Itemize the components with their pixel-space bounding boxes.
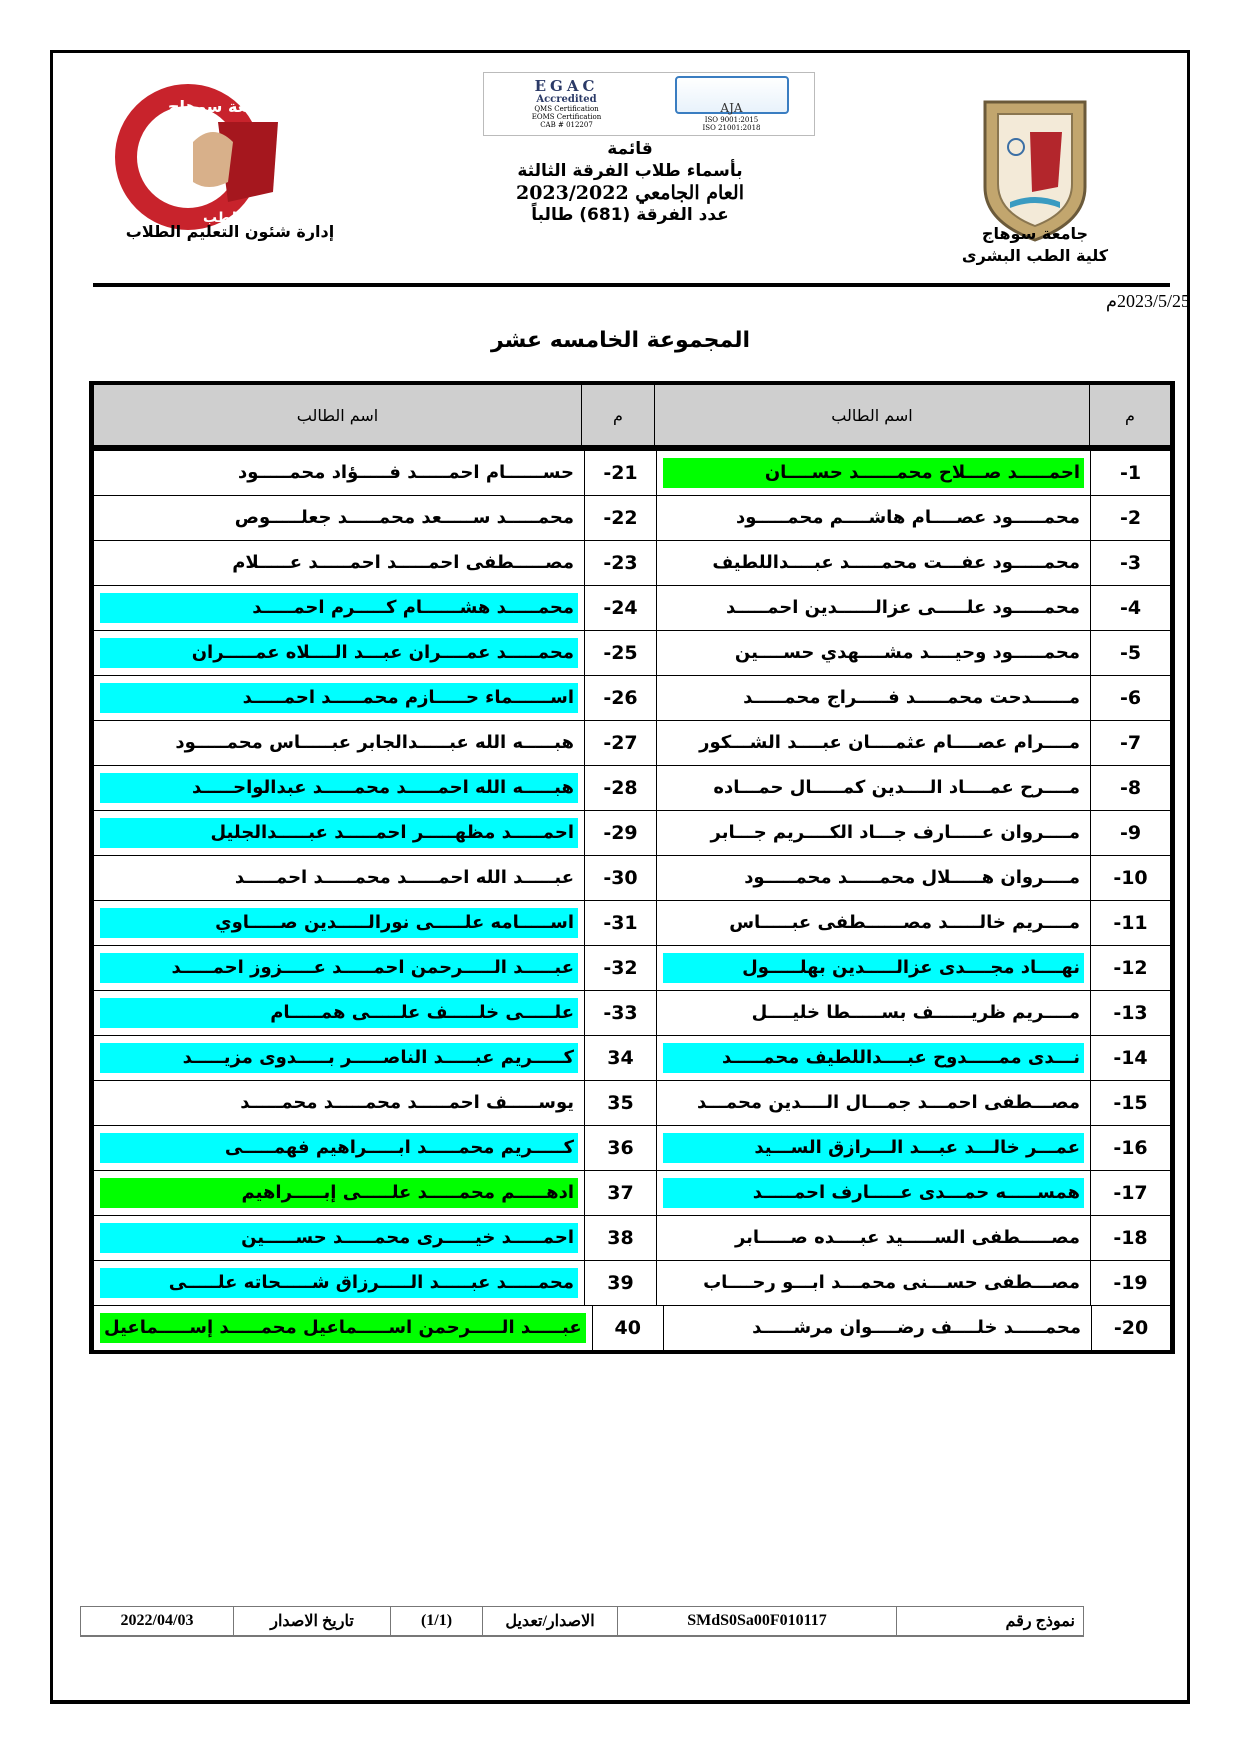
header-name-left: اسم الطالب — [296, 405, 379, 425]
student-name-text: مصـــــطفى الســـــيد عبــــده صـــــابر — [734, 1227, 1080, 1248]
student-name — [94, 946, 584, 990]
student-name-text: محمـــــد عمــــران عبـــد الــــلاه عمـــــران — [100, 638, 578, 668]
row-number — [584, 541, 656, 585]
title-line: بأسماء طلاب الفرقة الثالثة — [517, 161, 743, 181]
student-name — [94, 1126, 584, 1170]
student-name — [656, 1081, 1090, 1125]
row-number-text: -12 — [1113, 957, 1148, 979]
table-row — [94, 900, 1170, 945]
form-number-label: نموذج رقم — [896, 1607, 1083, 1635]
row-number-text: -33 — [603, 1002, 638, 1024]
student-name-text: احمـــــد صـــلاح محمــــــد حســــان — [663, 458, 1084, 488]
university-name-block — [945, 223, 1125, 267]
row-number — [584, 766, 656, 810]
student-name-text: محمـــــد خلــــف رضــــوان مرشـــــد — [752, 1317, 1082, 1338]
row-number-text: -32 — [603, 957, 638, 979]
table-row — [94, 495, 1170, 540]
row-number-text: -22 — [603, 507, 638, 529]
student-name — [94, 856, 584, 900]
student-name — [656, 901, 1090, 945]
issue-date-label: تاريخ الاصدار — [233, 1607, 390, 1635]
table-header — [94, 385, 1170, 451]
logo-text-bottom: كلية الطب — [203, 210, 275, 226]
egac-accredited: Accredited — [536, 94, 597, 105]
row-number-text: -27 — [603, 732, 638, 754]
student-name — [94, 1306, 592, 1350]
table-body — [94, 451, 1170, 1350]
row-number — [1090, 1216, 1170, 1260]
row-number-text: -9 — [1119, 822, 1142, 844]
student-name — [656, 946, 1090, 990]
table-row — [94, 1035, 1170, 1080]
student-name-text: نهــــاد مجــــدى عزالـــــدين بهلـــــول — [663, 953, 1084, 983]
student-name-text: كـــــريم عبـــــد الناصـــــر بـــــدوى مزيـــــد — [100, 1043, 578, 1073]
student-name — [94, 631, 584, 675]
row-number — [584, 1081, 656, 1125]
student-name-text: محمـــــد هشــــــام كـــــرم احمـــــد — [100, 593, 578, 623]
student-name-text: هبـــــه الله احمـــــد محمـــــد عبدالواحـــــد — [100, 773, 578, 803]
student-name-text: احمـــــد خيـــــرى محمـــــد حســـــين — [100, 1223, 578, 1253]
table-row — [94, 855, 1170, 900]
student-name-text: مــــروان عـــــارف جـــاد الكــــريم جـــابر — [710, 822, 1080, 843]
form-number: SMdS0Sa00F010117 — [617, 1607, 896, 1635]
row-number — [1090, 451, 1170, 495]
table-row — [94, 585, 1170, 630]
department-name: إدارة شئون التعليم الطلاب — [125, 222, 335, 241]
aja-line: ISO 21001:2018 — [702, 124, 761, 132]
student-name-text: مــــريم ظريــــــف بســـــطا خليــــل — [751, 1002, 1080, 1023]
row-number — [1091, 1306, 1170, 1350]
row-number — [584, 856, 656, 900]
row-number-text: 36 — [607, 1137, 634, 1159]
row-number-text: -17 — [1113, 1182, 1148, 1204]
table-row — [94, 945, 1170, 990]
table-row — [94, 1080, 1170, 1125]
student-name-text: علـــــى خلـــــف علـــــى همـــــام — [100, 998, 578, 1028]
class-count: عدد الفرقة (681) طالباً — [531, 205, 729, 225]
student-name — [94, 1036, 584, 1080]
row-number — [584, 991, 656, 1035]
row-number-text: -25 — [603, 642, 638, 664]
egac-badge — [484, 73, 649, 135]
logo-face-shape — [193, 132, 233, 187]
university-crest — [970, 92, 1100, 242]
student-name — [94, 766, 584, 810]
student-name — [663, 1306, 1091, 1350]
row-number-text: -3 — [1119, 552, 1142, 574]
row-number — [584, 451, 656, 495]
faculty-name: كلية الطب البشرى — [961, 246, 1109, 265]
header-number-right: م — [1089, 385, 1170, 445]
title-line: قائمة — [607, 139, 653, 159]
student-name — [94, 496, 584, 540]
student-name-text: محمـــــود وحيــــد مشــــهدي حســــين — [734, 642, 1080, 663]
table-row — [94, 451, 1170, 495]
crest-crown-shape — [1030, 132, 1062, 192]
student-name — [656, 721, 1090, 765]
student-name-text: مــــريم خالـــــد مصــــــطفى عبـــــاس — [729, 912, 1080, 933]
row-number — [584, 1126, 656, 1170]
student-name — [656, 811, 1090, 855]
table-row — [94, 1260, 1170, 1305]
row-number — [1090, 856, 1170, 900]
row-number-text: -13 — [1113, 1002, 1148, 1024]
table-row — [94, 990, 1170, 1035]
row-number-text: -15 — [1113, 1092, 1148, 1114]
row-number — [1090, 586, 1170, 630]
student-name — [656, 766, 1090, 810]
header-name-right: اسم الطالب — [654, 385, 1089, 445]
student-name — [94, 1261, 584, 1305]
row-number — [1090, 1036, 1170, 1080]
group-title: المجموعة الخامسه عشر — [490, 328, 750, 353]
row-number-text: -1 — [1119, 462, 1142, 484]
student-name-text: حســــــام احمـــــد فـــــؤاد محمـــــود — [237, 462, 574, 483]
row-number-text: 38 — [607, 1227, 634, 1249]
row-number-text: -7 — [1119, 732, 1142, 754]
row-number-text: -8 — [1119, 777, 1142, 799]
student-name-text: ادهـــــم محمـــــد علـــــى إبـــــراهيم — [100, 1178, 578, 1208]
student-name-text: مصـــطفى حســـنى محمـــد ابـــو رحــــاب — [703, 1272, 1080, 1293]
student-name — [656, 451, 1090, 495]
row-number-text: -16 — [1113, 1137, 1148, 1159]
row-number — [1090, 946, 1170, 990]
aja-badge — [649, 73, 814, 135]
row-number — [584, 1171, 656, 1215]
row-number-text: 35 — [607, 1092, 634, 1114]
student-name-text: محمـــــود عصــــام هاشــــم محمـــــود — [736, 507, 1080, 528]
row-number-text: -19 — [1113, 1272, 1148, 1294]
student-name-text: محمـــــد عبـــــد الـــــرزاق شـــــحاته علـــــى — [100, 1268, 578, 1298]
student-name — [94, 1171, 584, 1215]
student-name — [656, 541, 1090, 585]
student-name — [94, 1216, 584, 1260]
logo-text-top: جامعة سوهاج — [168, 97, 275, 116]
row-number-text: -20 — [1113, 1317, 1149, 1339]
student-name — [656, 1171, 1090, 1215]
table-row — [94, 540, 1170, 585]
row-number-text: -23 — [603, 552, 638, 574]
student-name-text: محمـــــد ســـــعد محمـــــد جعلـــــوص — [234, 507, 574, 528]
row-number — [592, 1306, 663, 1350]
row-number — [1090, 811, 1170, 855]
row-number-text: -24 — [603, 597, 638, 619]
student-name-text: مصـــطفى احمـــد جمـــال الــــدين محمـــد — [697, 1092, 1080, 1113]
student-name-text: مــــرام عصــــام عثمــــان عبــــد الشـــكور — [699, 732, 1080, 753]
student-name-text: عبـــــد الله احمـــــد محمـــــد احمـــــد — [234, 867, 574, 888]
row-number — [1090, 901, 1170, 945]
table-row — [94, 1305, 1170, 1350]
row-number-text: -6 — [1119, 687, 1142, 709]
student-name — [656, 631, 1090, 675]
egac-line: QMS Certification — [534, 105, 599, 113]
table-row — [94, 1125, 1170, 1170]
student-name — [94, 721, 584, 765]
table-row — [94, 810, 1170, 855]
row-number-text: 34 — [607, 1047, 634, 1069]
document-title — [430, 138, 830, 226]
row-number — [1090, 766, 1170, 810]
table-row — [94, 765, 1170, 810]
row-number-text: -21 — [603, 462, 638, 484]
row-number-text: -14 — [1113, 1047, 1148, 1069]
row-number-text: -30 — [603, 867, 638, 889]
row-number — [1090, 721, 1170, 765]
student-name-text: محمـــــود عفـــت محمـــــد عبــــداللطيف — [712, 552, 1080, 573]
row-number — [584, 1216, 656, 1260]
student-name — [94, 451, 584, 495]
student-name — [94, 541, 584, 585]
version-label: الاصدار/تعديل — [482, 1607, 617, 1635]
form-info-table — [80, 1606, 1084, 1637]
globe-icon — [675, 76, 789, 114]
student-name — [656, 586, 1090, 630]
row-number-text: -11 — [1113, 912, 1148, 934]
row-number-text: -26 — [603, 687, 638, 709]
egac-line: EOMS Certification — [531, 113, 602, 121]
student-name-text: مــــــدحت محمـــــد فـــــراج محمـــــد — [743, 687, 1080, 708]
row-number — [1090, 496, 1170, 540]
student-name — [94, 901, 584, 945]
row-number — [1090, 1171, 1170, 1215]
row-number — [584, 901, 656, 945]
row-number — [1090, 1081, 1170, 1125]
student-name — [94, 811, 584, 855]
student-name — [94, 586, 584, 630]
student-name-text: احمـــــد مظهـــــر احمـــــد عبـــــدالجليل — [100, 818, 578, 848]
row-number — [1090, 631, 1170, 675]
row-number — [1090, 991, 1170, 1035]
issue-date: 2022/04/03 — [120, 1612, 194, 1629]
aja-line: ISO 9001:2015 — [704, 116, 759, 124]
student-name — [656, 1216, 1090, 1260]
student-name — [94, 1081, 584, 1125]
table-row — [94, 1170, 1170, 1215]
row-number-text: 40 — [614, 1317, 641, 1339]
student-name-text: اســـــامه علـــــى نورالـــــدين صـــــاوي — [100, 908, 578, 938]
row-number — [1090, 676, 1170, 720]
row-number — [584, 676, 656, 720]
student-name — [656, 1036, 1090, 1080]
student-name-text: عبـــــد الـــــرحمن اســـــماعيل محمـــــد إســـــماعيل — [100, 1313, 586, 1343]
table-row — [94, 720, 1170, 765]
student-name-text: محمـــــود علـــــى عزالــــــدين احمـــــد — [726, 597, 1080, 618]
row-number-text: -29 — [603, 822, 638, 844]
table-row — [94, 1215, 1170, 1260]
row-number — [1090, 1261, 1170, 1305]
row-number-text: -28 — [603, 777, 638, 799]
student-name — [656, 1261, 1090, 1305]
row-number-text: -5 — [1119, 642, 1142, 664]
table-row — [94, 630, 1170, 675]
student-name — [656, 1126, 1090, 1170]
row-number — [584, 1036, 656, 1080]
student-name-text: هبـــــه الله عبـــــدالجابر عبـــــاس محمـــــود — [175, 732, 574, 753]
student-name-text: كـــــريم محمـــــد ابـــــراهيم فهمـــــى — [100, 1133, 578, 1163]
row-number — [1090, 1126, 1170, 1170]
student-name-text: يوســـــف احمـــــد محمـــــد محمـــــد — [240, 1092, 574, 1113]
egac-title: EGAC — [534, 77, 599, 95]
row-number — [584, 586, 656, 630]
certification-badges — [483, 72, 815, 136]
version-value: (1/1) — [390, 1607, 482, 1635]
university-name: جامعة سوهاج — [981, 224, 1089, 243]
document-date: 2023/5/25م — [1105, 291, 1190, 311]
student-name-text: اســــــماء حـــــازم محمـــــد احمـــــد — [100, 683, 578, 713]
students-table — [89, 381, 1175, 1354]
student-name — [94, 991, 584, 1035]
row-number — [584, 1261, 656, 1305]
faculty-logo — [108, 82, 308, 232]
row-number — [584, 811, 656, 855]
student-name — [656, 991, 1090, 1035]
row-number — [584, 631, 656, 675]
row-number-text: -31 — [603, 912, 638, 934]
student-name — [656, 676, 1090, 720]
egac-line: CAB # 012207 — [540, 121, 593, 129]
academic-year: العام الجامعي 2023/2022 — [515, 182, 745, 204]
student-name — [656, 496, 1090, 540]
row-number — [584, 946, 656, 990]
student-name — [656, 856, 1090, 900]
student-name-text: مصـــــطفى احمـــــد احمـــــد عـــــلام — [232, 552, 574, 573]
row-number — [1090, 541, 1170, 585]
row-number-text: 39 — [607, 1272, 634, 1294]
student-name-text: مــــروان هـــــلال محمـــــد محمـــــود — [744, 867, 1080, 888]
aja-title: AJA — [720, 101, 743, 115]
row-number-text: 37 — [607, 1182, 634, 1204]
row-number — [584, 721, 656, 765]
row-number-text: -10 — [1113, 867, 1148, 889]
row-number-text: -2 — [1119, 507, 1142, 529]
header-number-left: م — [581, 385, 654, 445]
row-number — [584, 496, 656, 540]
header-divider — [93, 283, 1170, 287]
student-name-text: همســـــه حمـــدى عـــــارف احمـــــد — [663, 1178, 1084, 1208]
student-name-text: مــــرح عمــــاد الــــدين كمـــــال حمـــاده — [713, 777, 1080, 798]
student-name-text: عمـــر خالـــد عبـــد الـــرازق الســـيد — [663, 1133, 1084, 1163]
row-number-text: -4 — [1119, 597, 1142, 619]
student-name — [94, 676, 584, 720]
student-name-text: عبـــــد الـــــرحمن احمـــــد عـــــزوز احمـــــد — [100, 953, 578, 983]
row-number-text: -18 — [1113, 1227, 1148, 1249]
table-row — [94, 675, 1170, 720]
student-name-text: نـــدى ممـــــدوح عبــــداللطيف محمـــــد — [663, 1043, 1084, 1073]
